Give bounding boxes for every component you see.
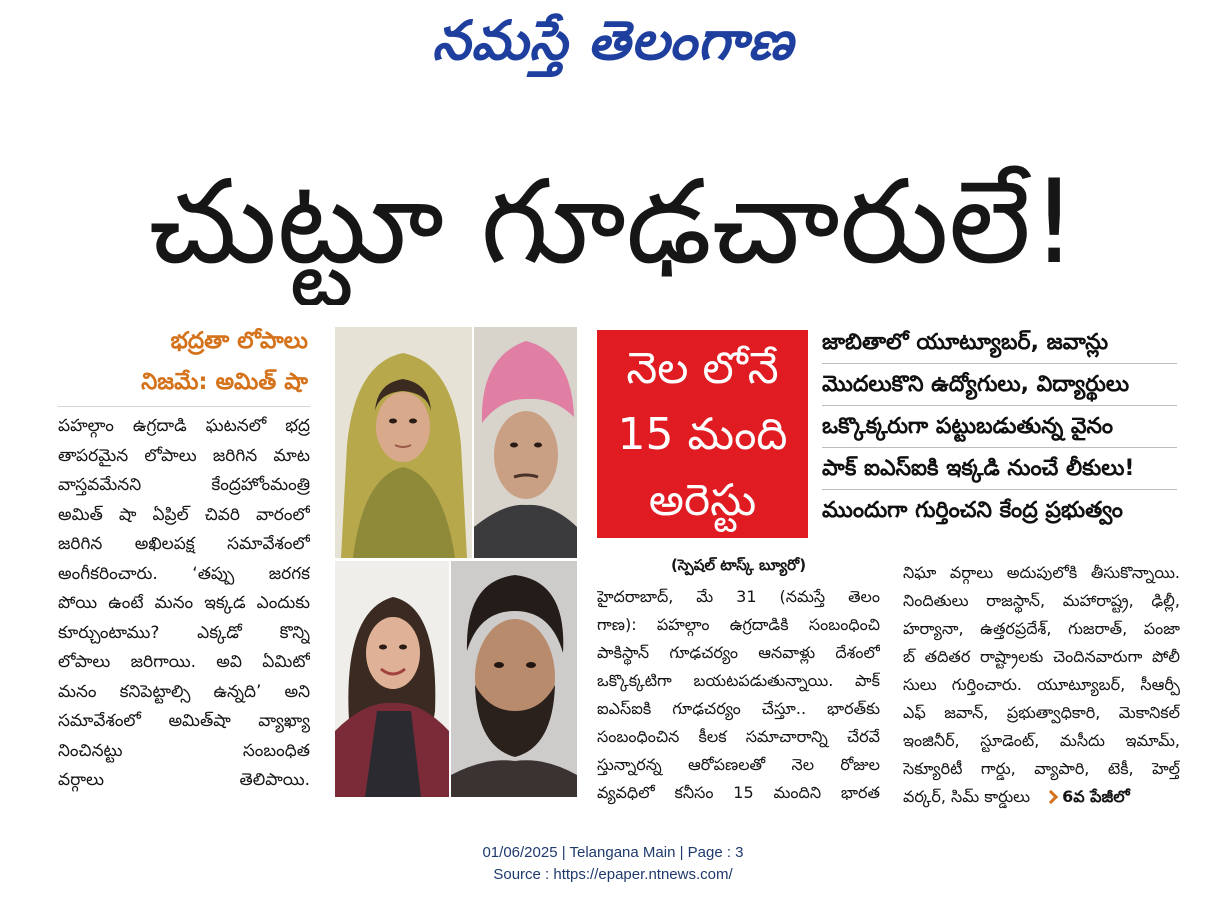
story-line: సెక్యూరిటీ గార్డు, వ్యాపారి, టెకీ, హెల్త్	[903, 759, 1180, 778]
photo-illustration	[474, 327, 577, 558]
story-byline: (స్పెషల్ టాస్క్ బ్యూరో)	[670, 556, 807, 574]
story-line: వ్యవధిలో కనీసం 15 మందిని భారత	[597, 783, 880, 802]
key-point: ఒక్కొక్కరుగా పట్టుబడుతున్న వైనం	[822, 406, 1177, 448]
sidebar-body-line: తాపరమైన లోపాలు జరిగిన మాట	[58, 445, 310, 466]
sidebar-body-line: లోపాలు జరిగాయి. అవి ఏమిటో	[58, 652, 310, 672]
key-points-list	[822, 322, 1177, 532]
story-line: ఇంజినీర్, స్టూడెంట్, మసీదు ఇమామ్,	[903, 731, 1180, 750]
main-headline: చుట్టూ గూఢచారులే!	[148, 155, 1078, 290]
story-line: వర్కర్, సిమ్ కార్డులు	[903, 787, 1031, 806]
face	[376, 392, 430, 462]
photo-man-turban	[474, 327, 577, 558]
sidebar-body-line: పోయి ఉంటే మనం ఇక్కడ ఎందుకు	[58, 593, 310, 613]
sidebar-kicker-line: నిజమే: అమిత్ షా	[141, 369, 308, 395]
sidebar-body-line: మనం కనిపెట్టాల్సి ఉన్నది’ అని	[58, 681, 310, 702]
eye	[379, 645, 387, 650]
face	[494, 411, 558, 499]
key-point: మొదలుకొని ఉద్యోగులు, విద్యార్థులు	[822, 364, 1177, 406]
highlight-line: 15 మంది	[617, 409, 788, 460]
eye	[389, 419, 397, 424]
highlight-line: అరెస్టు	[648, 475, 757, 526]
sidebar-body-line: జరిగిన అఖిలపక్ష సమావేశంలో	[58, 534, 310, 554]
photo-young-woman	[335, 561, 449, 797]
story-last-row	[903, 783, 1180, 811]
sidebar-body-line: అంగీకరించారు. ‘తప్పు జరగక	[58, 563, 310, 584]
face	[366, 617, 420, 689]
story-line: పాకిస్థాన్ గూఢచర్యం ఆనవాళ్లు దేశంలో	[597, 643, 880, 662]
sidebar-body-line: కూర్చుంటాము? ఎక్కడో కొన్ని	[58, 622, 310, 643]
arrest-count-box	[597, 330, 808, 538]
masthead-logo: నమస్తే తెలంగాణ	[432, 9, 794, 72]
story-line: సులు గుర్తించారు. యూట్యూబర్, సీఆర్పీ	[903, 675, 1180, 694]
sidebar-body-line: నించినట్టు సంబంధిత	[58, 740, 310, 761]
eye	[510, 443, 518, 448]
source-info: Source : https://epaper.ntnews.com/	[493, 866, 733, 883]
eye	[534, 443, 542, 448]
story-line: బ్ తదితర రాష్ట్రాలకు చెందినవారుగా పోలీ	[903, 647, 1180, 666]
eye	[409, 419, 417, 424]
story-column-2	[903, 559, 1180, 811]
story-line: గాణ): పహల్గాం ఉగ్రదాడికి సంబంధించి	[597, 615, 880, 634]
story-line: నిందితులు రాజస్థాన్, మహారాష్ట్ర, ఢిల్లీ,	[903, 591, 1180, 610]
story-line: సంబంధించిన కీలక సమాచారాన్ని చేరవే	[597, 727, 880, 746]
eye	[399, 645, 407, 650]
sidebar-body	[58, 412, 310, 796]
continued-on-page	[1046, 783, 1130, 811]
photo-grid	[335, 327, 577, 797]
story-line: ఐఎస్ఐకి గూఢచర్యం చేస్తూ.. భారత్‌కు	[597, 699, 880, 718]
story-line: ఒక్కొక్కటిగా బయటపడుతున్నాయి. పాక్	[597, 671, 880, 690]
story-line: నిఘా వర్గాలు అదుపులోకి తీసుకొన్నాయి.	[903, 563, 1180, 582]
story-line: స్తున్నారన్న ఆరోపణలతో నెల రోజుల	[597, 755, 880, 774]
photo-bearded-man	[451, 561, 577, 797]
sidebar-body-line: సమావేశంలో అమిత్‌షా వ్యాఖ్యా	[58, 711, 310, 731]
photo-illustration	[451, 561, 577, 797]
eye	[494, 662, 504, 668]
highlight-line: నెల లోనే	[626, 343, 779, 394]
photo-woman-dupatta	[335, 327, 472, 558]
sidebar-body-line: అమిత్ షా ఏప్రిల్ చివరి వారంలో	[58, 504, 310, 525]
eye	[526, 662, 536, 668]
key-point: ముందుగా గుర్తించని కేంద్ర ప్రభుత్వం	[822, 498, 1123, 523]
sidebar-body-line: వాస్తవమేనని కేంద్రహోంమంత్రి	[58, 475, 310, 495]
story-line: హైదరాబాద్, మే 31 (నమస్తే తెలం	[597, 587, 880, 606]
sidebar-kicker-line: భద్రతా లోపాలు	[170, 328, 308, 354]
chevron-right-icon	[1044, 790, 1058, 804]
photo-illustration	[335, 327, 472, 558]
continued-label: 6వ పేజీలో	[1062, 787, 1130, 806]
sidebar-body-line: వర్గాలు తెలిపాయి.	[58, 770, 310, 790]
sidebar-body-line: పహల్గాం ఉగ్రదాడి ఘటనలో భద్ర	[58, 416, 310, 436]
epaper-footer	[0, 842, 1226, 886]
story-line: హర్యానా, ఉత్తరప్రదేశ్, గుజరాత్, పంజా	[903, 619, 1180, 638]
story-column-1	[597, 583, 880, 807]
photo-illustration	[335, 561, 449, 797]
sidebar-divider	[58, 406, 310, 407]
story-line: ఎఫ్ జవాన్, ప్రభుత్వాధికారి, మెకానికల్	[903, 703, 1180, 722]
key-point: పాక్ ఐఎస్ఐకి ఇక్కడి నుంచే లీకులు!	[822, 448, 1177, 490]
edition-info: 01/06/2025 | Telangana Main | Page : 3	[482, 844, 744, 861]
key-point: జాబితాలో యూట్యూబర్, జవాన్లు	[822, 322, 1177, 364]
